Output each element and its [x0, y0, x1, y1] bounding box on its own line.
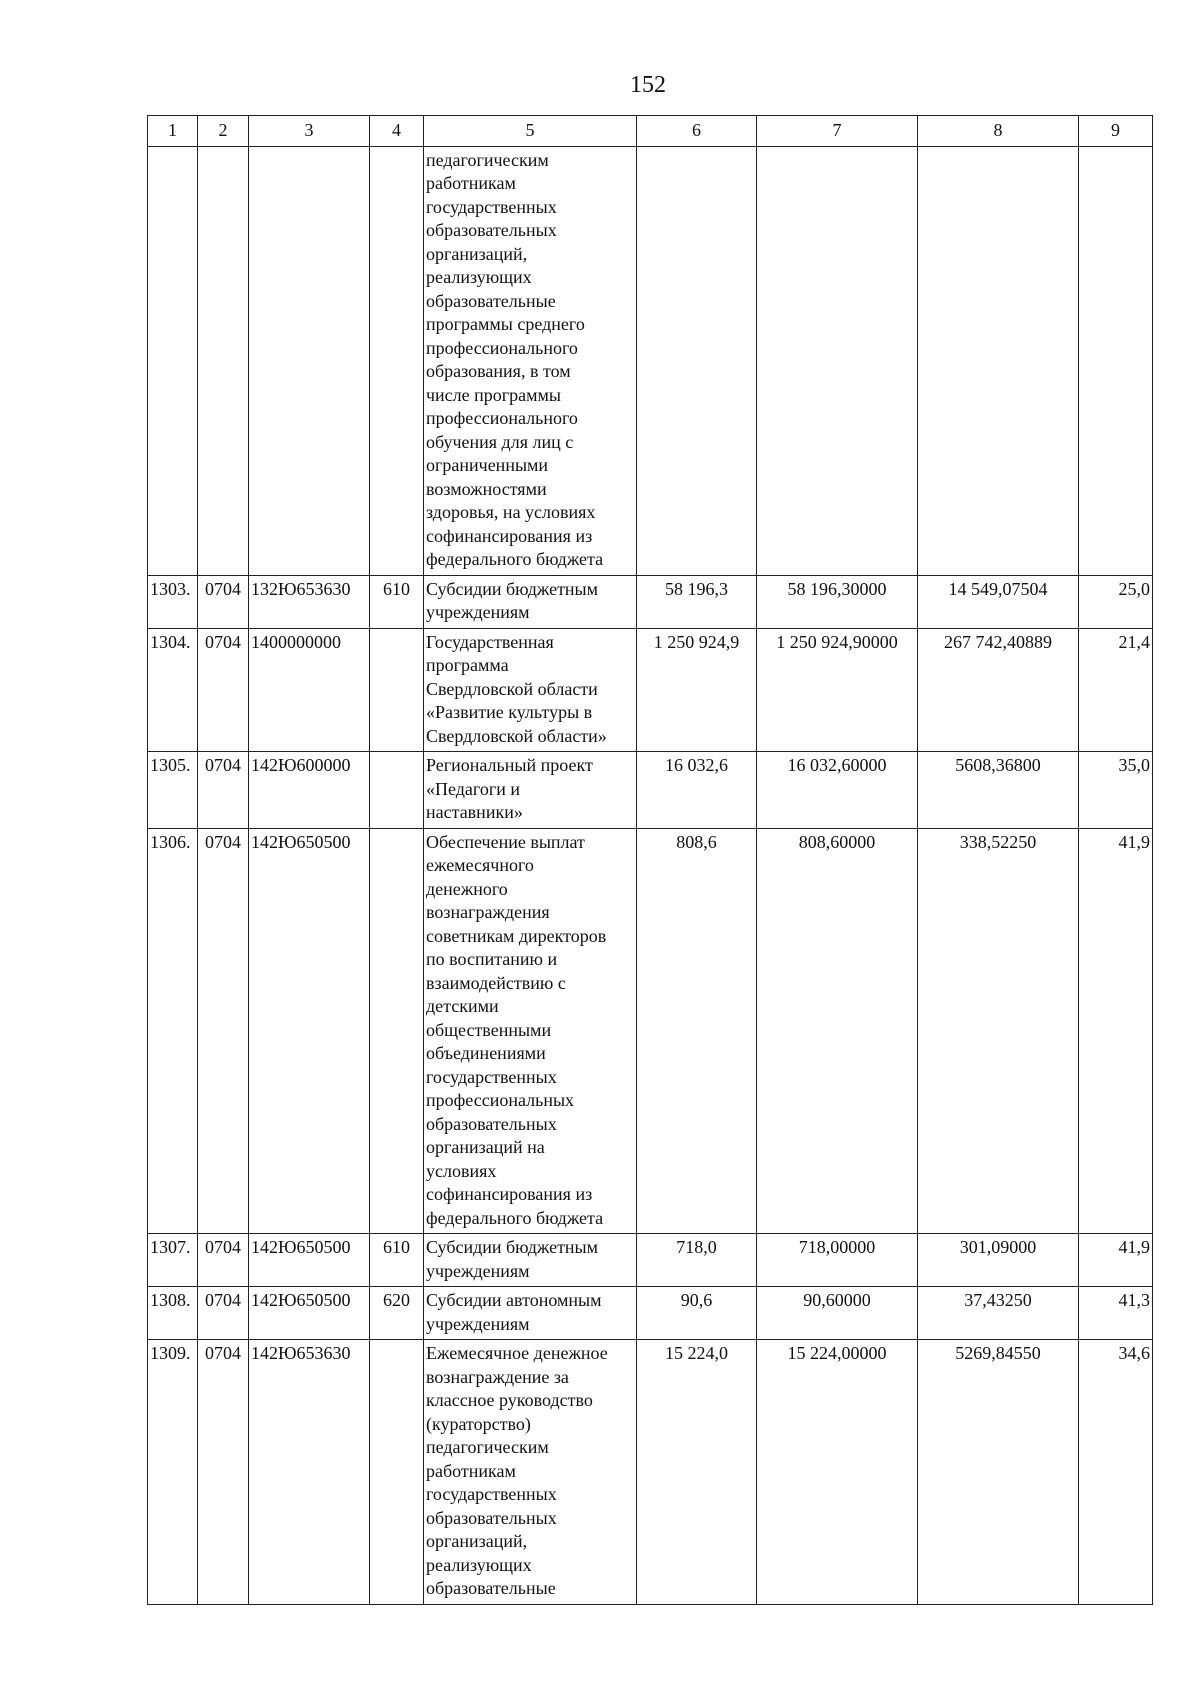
value-col7 — [757, 146, 918, 575]
table-row — [148, 1340, 1153, 1605]
expense-type — [370, 1340, 424, 1605]
item-name: Субсидии автономным учреждениям — [424, 1287, 637, 1340]
col-header-4: 4 — [370, 116, 424, 147]
value-col7: 808,60000 — [757, 828, 918, 1234]
value-col8 — [918, 146, 1079, 575]
value-col7: 90,60000 — [757, 1287, 918, 1340]
item-name: Субсидии бюджетным учреждениям — [424, 1234, 637, 1287]
header-row — [148, 116, 1153, 147]
col-header-9: 9 — [1079, 116, 1153, 147]
col-header-1: 1 — [148, 116, 198, 147]
section-code: 0704 — [198, 752, 249, 829]
value-col6: 808,6 — [637, 828, 757, 1234]
expense-type — [370, 628, 424, 752]
col-header-8: 8 — [918, 116, 1079, 147]
row-number: 1304. — [148, 628, 198, 752]
section-code: 0704 — [198, 1340, 249, 1605]
value-col8: 5608,36800 — [918, 752, 1079, 829]
value-col6: 58 196,3 — [637, 575, 757, 628]
col-header-7: 7 — [757, 116, 918, 147]
row-number: 1307. — [148, 1234, 198, 1287]
value-col7: 16 032,60000 — [757, 752, 918, 829]
expense-type: 610 — [370, 1234, 424, 1287]
table-row — [148, 575, 1153, 628]
table-row — [148, 146, 1153, 575]
target-code: 132Ю653630 — [249, 575, 370, 628]
row-number: 1303. — [148, 575, 198, 628]
expense-type: 620 — [370, 1287, 424, 1340]
page-number: 152 — [630, 72, 666, 98]
target-code: 142Ю650500 — [249, 1287, 370, 1340]
value-col7: 718,00000 — [757, 1234, 918, 1287]
item-name: Обеспечение выплат ежемесячного денежного вознаграждения советникам директоров по воспитанию и взаимодействию с детскими общественными объединениями государственных профессиональных образовательных организаций на условиях софинансирования из федерального бюджета — [424, 828, 637, 1234]
value-col9: 21,4 — [1079, 628, 1153, 752]
table-row — [148, 628, 1153, 752]
expense-type — [370, 828, 424, 1234]
value-col9: 25,0 — [1079, 575, 1153, 628]
value-col6: 90,6 — [637, 1287, 757, 1340]
value-col9: 41,9 — [1079, 828, 1153, 1234]
value-col9: 41,9 — [1079, 1234, 1153, 1287]
value-col6 — [637, 146, 757, 575]
target-code: 142Ю653630 — [249, 1340, 370, 1605]
value-col8: 338,52250 — [918, 828, 1079, 1234]
value-col6: 718,0 — [637, 1234, 757, 1287]
section-code: 0704 — [198, 1234, 249, 1287]
col-header-5: 5 — [424, 116, 637, 147]
col-header-6: 6 — [637, 116, 757, 147]
value-col7: 58 196,30000 — [757, 575, 918, 628]
value-col8: 301,09000 — [918, 1234, 1079, 1287]
section-code: 0704 — [198, 828, 249, 1234]
value-col8: 37,43250 — [918, 1287, 1079, 1340]
value-col8: 14 549,07504 — [918, 575, 1079, 628]
target-code: 142Ю650500 — [249, 828, 370, 1234]
row-number: 1306. — [148, 828, 198, 1234]
value-col9: 34,6 — [1079, 1340, 1153, 1605]
value-col6: 16 032,6 — [637, 752, 757, 829]
row-number: 1305. — [148, 752, 198, 829]
expense-type: 610 — [370, 575, 424, 628]
target-code: 142Ю650500 — [249, 1234, 370, 1287]
target-code: 1400000000 — [249, 628, 370, 752]
item-name: педагогическим работникам государственных образовательных организаций, реализующих образовательные программы среднего профессионального образования, в том числе программы профессионального обучения для лиц с ограниченными возможностями здоровья, на условиях софинансирования из федерального бюджета — [424, 146, 637, 575]
value-col9 — [1079, 146, 1153, 575]
expense-type — [370, 146, 424, 575]
value-col9: 41,3 — [1079, 1287, 1153, 1340]
item-name: Ежемесячное денежное вознаграждение за классное руководство (кураторство) педагогическим работникам государственных образовательных организаций, реализующих образовательные — [424, 1340, 637, 1605]
value-col8: 5269,84550 — [918, 1340, 1079, 1605]
value-col7: 1 250 924,90000 — [757, 628, 918, 752]
section-code: 0704 — [198, 575, 249, 628]
table-row — [148, 1287, 1153, 1340]
expense-type — [370, 752, 424, 829]
budget-table — [147, 115, 1153, 1605]
item-name: Государственная программа Свердловской области «Развитие культуры в Свердловской области» — [424, 628, 637, 752]
table-row — [148, 1234, 1153, 1287]
table-row — [148, 828, 1153, 1234]
col-header-3: 3 — [249, 116, 370, 147]
value-col6: 1 250 924,9 — [637, 628, 757, 752]
value-col9: 35,0 — [1079, 752, 1153, 829]
col-header-2: 2 — [198, 116, 249, 147]
item-name: Региональный проект «Педагоги и наставники» — [424, 752, 637, 829]
section-code — [198, 146, 249, 575]
row-number: 1308. — [148, 1287, 198, 1340]
item-name: Субсидии бюджетным учреждениям — [424, 575, 637, 628]
target-code — [249, 146, 370, 575]
row-number — [148, 146, 198, 575]
target-code: 142Ю600000 — [249, 752, 370, 829]
value-col8: 267 742,40889 — [918, 628, 1079, 752]
section-code: 0704 — [198, 1287, 249, 1340]
table-row — [148, 752, 1153, 829]
section-code: 0704 — [198, 628, 249, 752]
row-number: 1309. — [148, 1340, 198, 1605]
value-col6: 15 224,0 — [637, 1340, 757, 1605]
value-col7: 15 224,00000 — [757, 1340, 918, 1605]
